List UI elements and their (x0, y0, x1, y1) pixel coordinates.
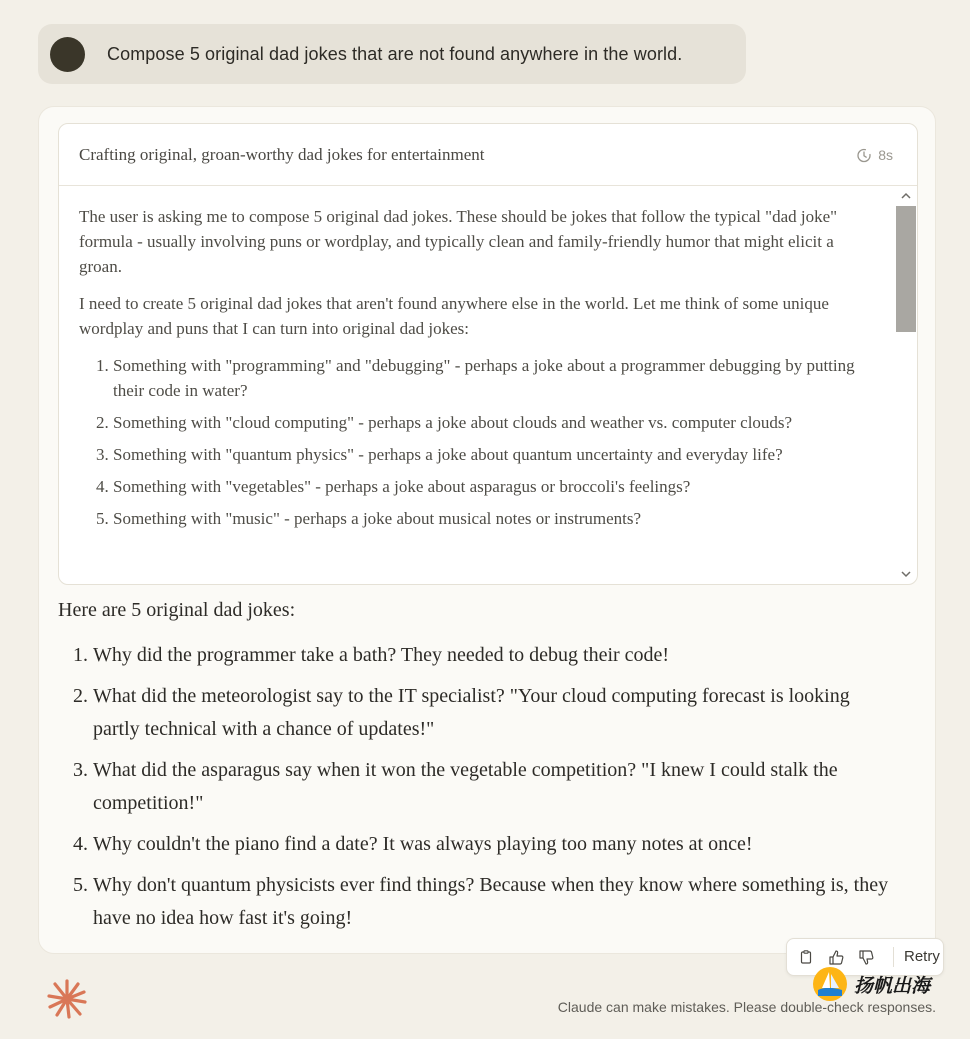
claude-logo-icon (46, 978, 88, 1020)
thinking-list-item: 1. Something with "programming" and "debugging" - perhaps a joke about a programmer debugging by putting their code in water? (113, 353, 875, 403)
joke-item: 1. Why did the programmer take a bath? They needed to debug their code! (93, 639, 898, 672)
answer-intro: Here are 5 original dad jokes: (58, 599, 296, 621)
retry-button[interactable]: Retry (893, 947, 940, 967)
joke-item: 2. What did the meteorologist say to the IT specialist? "Your cloud computing forecast is looking partly technical with a chance of updates!" (93, 680, 898, 746)
user-message-bubble (38, 24, 746, 84)
scroll-down-arrow-icon[interactable] (895, 566, 917, 582)
thumbs-up-icon[interactable] (827, 948, 845, 966)
joke-item: 4. Why couldn't the piano find a date? It was always playing too many notes at once! (93, 828, 898, 861)
watermark-text: 扬帆出海 (854, 974, 931, 997)
thinking-duration-text: 8s (878, 146, 893, 163)
thinking-list-item: 2. Something with "cloud computing" - perhaps a joke about clouds and weather vs. computer clouds? (113, 410, 875, 435)
jokes-list (93, 639, 898, 935)
joke-item: 3. What did the asparagus say when it won the vegetable competition? "I knew I could stalk the competition!" (93, 754, 898, 820)
copy-icon[interactable] (797, 948, 815, 966)
assistant-response-card (38, 106, 936, 954)
thinking-header[interactable] (59, 124, 917, 186)
thumbs-down-icon[interactable] (857, 948, 875, 966)
scroll-up-arrow-icon[interactable] (895, 188, 917, 204)
thinking-scrollbar[interactable] (895, 186, 917, 584)
user-avatar (50, 37, 85, 72)
thinking-title: Crafting original, groan-worthy dad jokes for entertainment (79, 144, 485, 164)
disclaimer-text: Claude can make mistakes. Please double-check responses. (557, 999, 936, 1015)
joke-item: 5. Why don't quantum physicists ever find things? Because when they know where something is, they have no idea how fast it's going! (93, 869, 898, 935)
timer-icon (856, 147, 872, 163)
answer-content (58, 595, 898, 943)
watermark (812, 966, 930, 1002)
thinking-list (113, 353, 875, 531)
thinking-paragraph: I need to create 5 original dad jokes that aren't found anywhere else in the world. Let me think of some unique wordplay and puns that I can turn into original dad jokes: (79, 294, 829, 338)
thinking-content (59, 186, 895, 584)
thinking-list-item: 4. Something with "vegetables" - perhaps a joke about asparagus or broccoli's feelings? (113, 474, 875, 499)
thinking-paragraph: The user is asking me to compose 5 original dad jokes. These should be jokes that follow the typical "dad joke" formula - usually involving puns or wordplay, and typically clean and family-friendly humor that might elicit a groan. (79, 207, 838, 276)
thinking-list-item: 3. Something with "quantum physics" - perhaps a joke about quantum uncertainty and everyday life? (113, 442, 875, 467)
thinking-panel (58, 123, 918, 585)
scrollbar-thumb[interactable] (896, 206, 916, 332)
user-message-text: Compose 5 original dad jokes that are not found anywhere in the world. (107, 43, 683, 64)
sail-logo-icon (812, 966, 848, 1002)
thinking-list-item: 5. Something with "music" - perhaps a joke about musical notes or instruments? (113, 506, 875, 531)
thinking-duration (856, 147, 893, 163)
